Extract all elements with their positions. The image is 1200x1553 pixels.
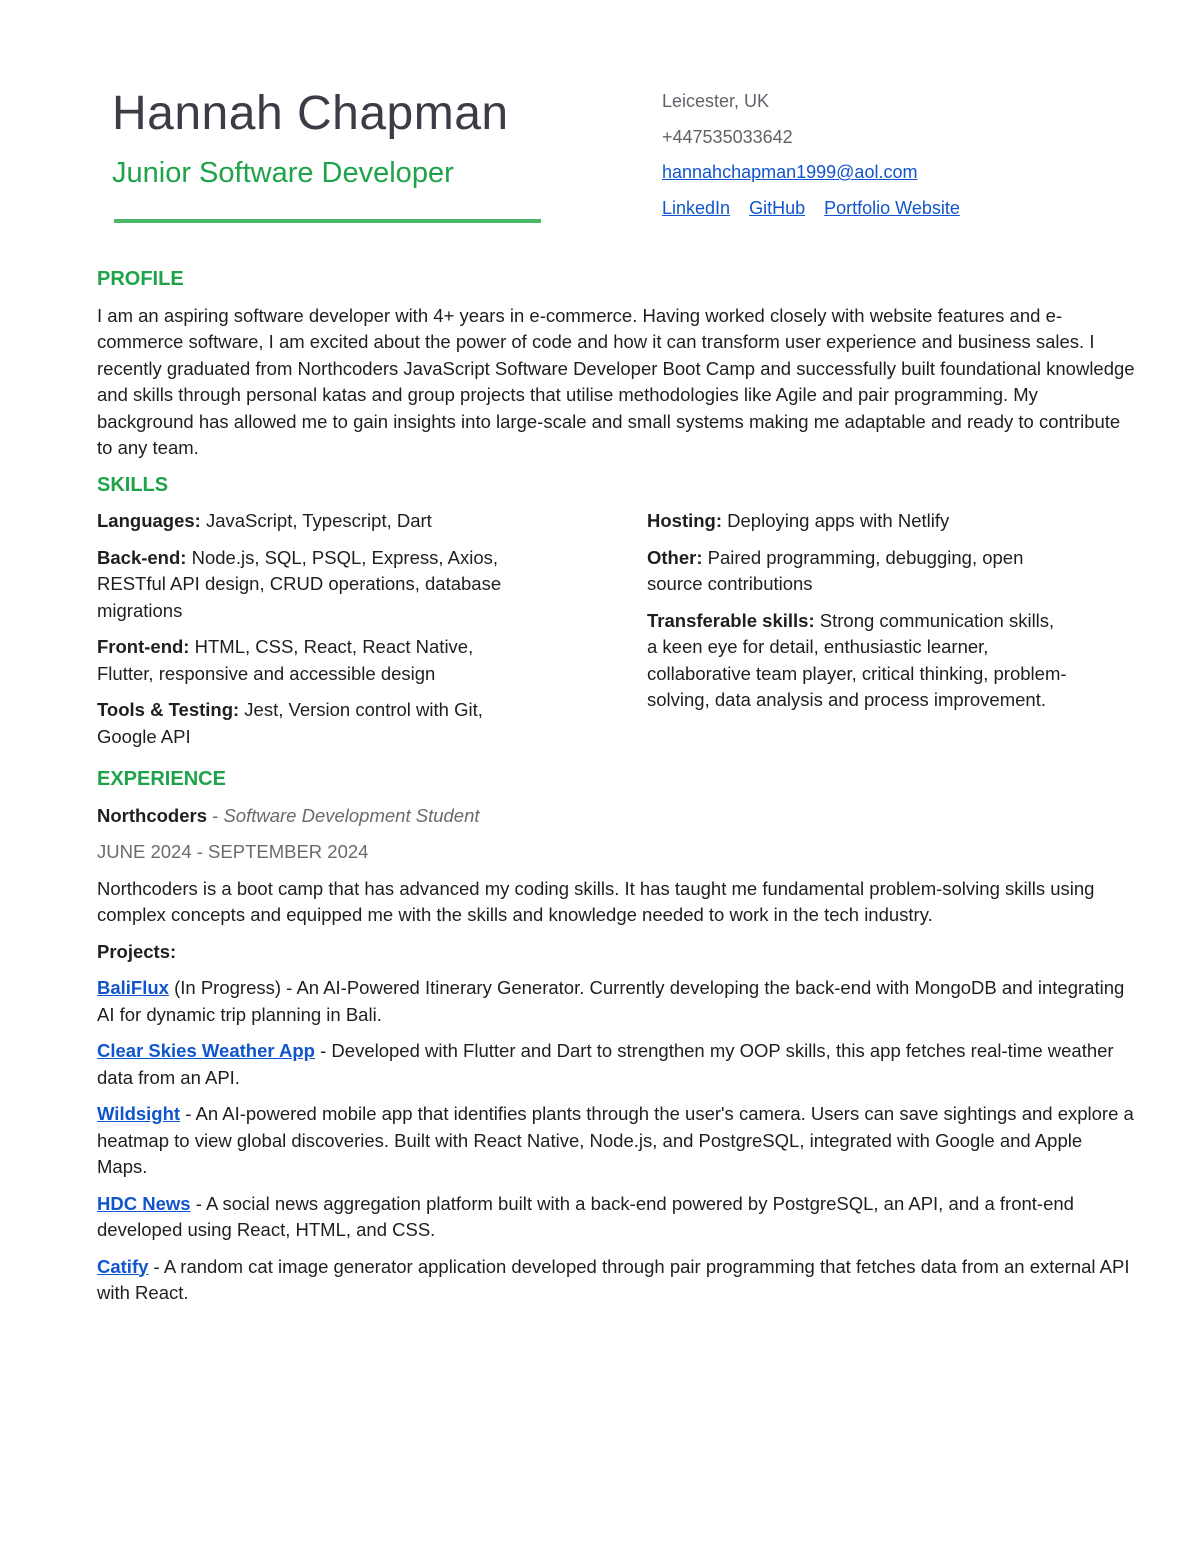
project-item [97,1101,1137,1181]
project-description: (In Progress) - An AI-Powered Itinerary Generator. Currently developing the back-end with MongoDB and integrating AI for dynamic trip planning in Bali. [97,977,1125,1025]
github-link[interactable]: GitHub [749,197,806,218]
contact-block [662,84,974,226]
location: Leicester, UK [662,91,770,111]
skill-value: Strong communication skills, a keen eye for detail, enthusiastic learner, collaborative team player, critical thinking, problem-solving, data analysis and process improvement. [647,609,1067,710]
skill-value: Deploying apps with Netlify [722,510,950,531]
job-title: Junior Software Developer [112,157,454,189]
project-description: - A random cat image generator application developed through pair programming that fetches data from an external API with React. [97,1255,1130,1303]
skill-label: Languages: [97,510,201,531]
project-link-clear-skies[interactable]: Clear Skies Weather App [97,1040,315,1061]
skill-item [647,545,1037,598]
role-separator: - [207,804,224,826]
experience-description: Northcoders is a boot camp that has advanced my coding skills. It has taught me fundamental problem-solving skills using complex concepts and equipped me with the skills and knowledge needed to work in the tech industry. [97,877,1095,925]
skill-value: HTML, CSS, React, React Native, Flutter, responsive and accessible design [97,636,474,684]
experience-role-line [97,803,1137,830]
skill-item [647,608,1067,714]
project-link-wildsight[interactable]: Wildsight [97,1103,181,1124]
skill-item [97,508,647,535]
projects-label: Projects: [97,940,177,962]
skill-label: Tools & Testing: [97,699,240,720]
skill-value: Node.js, SQL, PSQL, Express, Axios, RESTful API design, CRUD operations, database migrations [97,546,502,621]
company-name: Northcoders [97,804,207,826]
project-link-hdc-news[interactable]: HDC News [97,1192,191,1214]
phone: +447535033642 [662,126,793,147]
resume-name: Hannah Chapman [112,87,509,140]
skill-label: Hosting: [647,510,723,531]
skill-value: Jest, Version control with Git, Google API [97,699,483,747]
role-title: Software Development Student [223,804,480,826]
skill-item [647,508,1077,535]
skill-value: Paired programming, debugging, open source contributions [647,546,1024,594]
project-link-baliflux[interactable]: BaliFlux [97,977,169,998]
skills-grid [97,508,1137,760]
section-heading-skills: SKILLS [97,473,169,496]
project-description: - A social news aggregation platform built with a back-end powered by PostgreSQL, an API, and a front-end developed using React, HTML, and CSS. [97,1192,1074,1240]
project-item [97,1038,1137,1091]
skill-item [97,634,517,687]
profile-text: I am an aspiring software developer with 4+ years in e-commerce. Having worked closely with website features and e-commerce software, I am excited about the power of code and how it can transform user experience and business sales. I recently graduated from Northcoders JavaScript Software Developer Boot Camp and successfully built foundational knowledge and skills through personal katas and group projects that utilise methodologies like Agile and pair programming. My background has allowed me to gain insights into large-scale and small systems making me adaptable and ready to contribute to any team. [97,304,1135,458]
header-divider [114,219,541,223]
linkedin-link[interactable]: LinkedIn [662,197,731,218]
skills-left-column [97,508,647,760]
skills-right-column [647,508,1077,760]
skill-item [97,697,497,750]
portfolio-link[interactable]: Portfolio Website [824,197,960,218]
resume-body [97,266,1137,1317]
skill-item [97,545,527,625]
project-description: - Developed with Flutter and Dart to strengthen my OOP skills, this app fetches real-time weather data from an API. [97,1040,1114,1088]
skill-label: Front-end: [97,636,190,657]
project-item [97,1191,1137,1244]
email-link[interactable]: hannahchapman1999@aol.com [662,162,918,182]
experience-dates: JUNE 2024 - SEPTEMBER 2024 [97,841,369,862]
skill-value: JavaScript, Typescript, Dart [200,510,432,531]
project-item [97,1254,1137,1307]
section-heading-profile: PROFILE [97,268,184,290]
project-description: - An AI-powered mobile app that identifies plants through the user's camera. Users can save sightings and explore a heatmap to view global discoveries. Built with React Native, Node.js, and PostgreSQL, integrated with Google and Apple Maps. [97,1103,1134,1177]
skill-label: Transferable skills: [647,609,815,631]
project-item [97,975,1137,1028]
skill-label: Other: [647,546,703,568]
skill-label: Back-end: [97,546,187,568]
project-link-catify[interactable]: Catify [97,1255,149,1277]
section-heading-experience: EXPERIENCE [97,768,226,790]
